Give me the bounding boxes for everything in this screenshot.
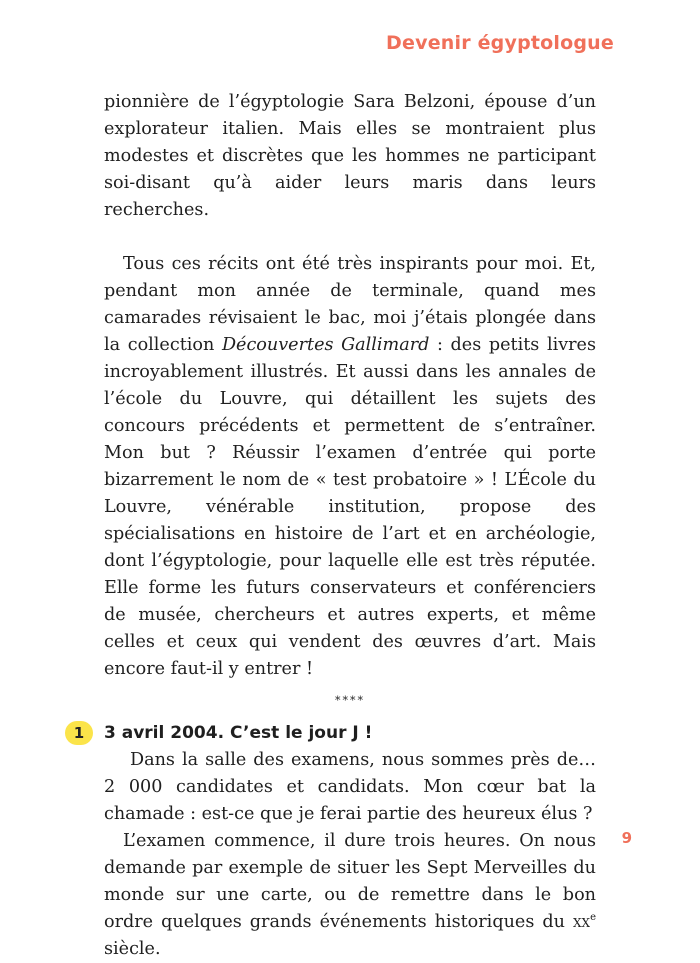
page-body xyxy=(73,89,596,963)
paragraph-2-text-b: : des petits livres incroyablement illustrés. Et aussi dans les annales de l’école du Louvre, qui détaillent les sujets des concours précédents et permettent de s’entraîner. Mon but ? Réussir l’examen d’entrée qui porte bizarrement le nom de « test probatoire » ! L’École du Louvre, vénérable institution, propose des spécialisations en histoire de l’art et en archéologie, dont l’égyptologie, pour laquelle elle est très réputée. Elle forme les futurs conservateurs et conférenciers de musée, chercheurs et autres experts, et même celles et ceux qui vendent des œuvres d’art. Mais encore faut-il y entrer ! xyxy=(104,335,596,679)
book-collection-title: Découvertes Gallimard xyxy=(221,335,430,355)
paragraph-4-text-a: L’examen commence, il dure trois heures. On nous demande par exemple de situer les Sept Merveilles du monde sur une carte, ou de remettre dans le bon ordre quelques grands événements historiques du xyxy=(104,831,596,932)
century-superscript: e xyxy=(590,912,596,924)
section-heading xyxy=(73,720,596,747)
paragraph-2-text-a: Tous ces récits ont été très inspirants pour moi. Et, pendant mon année de terminale, quand mes camarades révisaient le bac, moi j’étais plongée dans la collection xyxy=(104,254,596,355)
running-header: Devenir égyptologue xyxy=(386,32,614,54)
section-title: 3 avril 2004. C’est le jour J ! xyxy=(104,723,373,743)
section-separator: **** xyxy=(335,694,365,707)
century-numeral: xx xyxy=(572,912,591,932)
page-number: 9 xyxy=(621,829,632,847)
paragraph-2 xyxy=(104,251,596,683)
paragraph-3: Dans la salle des examens, nous sommes près de… 2 000 candidates et candidats. Mon cœur bat la chamade : est-ce que je ferai partie des heureux élus ? xyxy=(104,750,596,824)
section-number-badge: 1 xyxy=(65,721,93,745)
paragraph-4-text-b: siècle. xyxy=(104,939,161,959)
paragraph-1: pionnière de l’égyptologie Sara Belzoni, épouse d’un explorateur italien. Mais elles se montraient plus modestes et discrètes que les hommes ne participant soi-disant qu’à aider leurs maris dans leurs recherches. xyxy=(104,92,596,220)
paragraph-4 xyxy=(104,828,596,963)
